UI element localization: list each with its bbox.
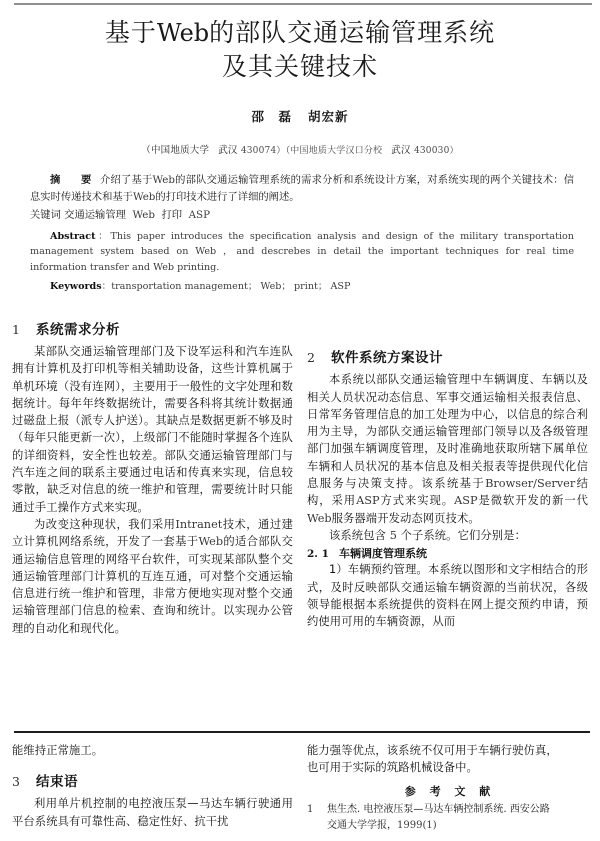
section-title-3: 结束语	[36, 774, 78, 791]
reference-year-issue: 1999(1)	[397, 819, 437, 831]
column-right	[307, 318, 588, 630]
title-line-2: 及其关键技术	[221, 52, 378, 81]
abstract-label-en: Abstract	[50, 230, 96, 242]
sec2-p2-subsystem-count: 5	[389, 528, 397, 542]
sec1-p2-latin-web: Web	[198, 535, 224, 549]
sec2-p1-part-a: 本系统以部队交通运输管理中车辆调度、车辆以及相关人员状况动态信息、军事交通运输相关报表信息、日常军务管理信息的加工处理为中心，以信息的综合利用为主导，为部队交通运输管理部门领导以及各级管理部门加强车辆调度管理，及时准确地获取所辖下属单位车辆和人员状况的基本信息及相关报表等提供现代化信息服务与决策支持。该系统基于	[307, 373, 588, 491]
keywords-en-text: ：transportation management； Web； print； ASP	[101, 281, 351, 292]
section-heading-2	[307, 346, 588, 366]
sec2-p1-part-e: 服务器端开发动态网页技术。	[331, 511, 480, 525]
section-3-paragraph: 利用单片机控制的电控液压泵—马达车辆行驶通用平台系统具有可靠性高、稳定性好、抗干扰	[12, 797, 293, 828]
keywords-chinese	[30, 207, 574, 224]
subsection-2-1-paragraph: 1）车辆预约管理。本系统以图形和文字相结合的形式，及时反映部队交通运输车辆资源的当前状况，各级领导能根据本系统提供的资料在网上提交预约申请，预约使用可用的车辆资源，从而	[307, 563, 588, 629]
top-divider-rule	[14, 3, 592, 5]
sec2-p2-part-b: 个子系统。它们分别是：	[400, 528, 526, 542]
section-1-paragraph-2	[12, 516, 293, 637]
affiliation-line	[0, 142, 600, 156]
section-number-1: 1	[12, 322, 21, 337]
reference-number: 1	[307, 803, 314, 815]
footer-column-right	[307, 742, 588, 834]
section-heading-3	[12, 770, 293, 790]
section-divider-rule	[14, 731, 590, 733]
reference-text-line-1: 焦生杰. 电控液压泵—马达车辆控制系统. 西安公路	[327, 803, 550, 815]
sec1-p2-part-a: 为改变这种现状，我们采用	[34, 517, 176, 531]
section-2-paragraph-2	[307, 527, 588, 544]
reference-text	[327, 802, 588, 834]
subsection-heading-2-1	[307, 545, 588, 561]
section-title-2: 软件系统方案设计	[331, 350, 443, 367]
keywords-english	[30, 279, 574, 295]
sec2-p1-part-c: 方式来实现。	[379, 494, 455, 508]
references-heading: 参 考 文 献	[404, 784, 496, 798]
title-prefix: 基于	[104, 18, 157, 47]
footer-right-tail-line-1: 能力强等优点，该系统不仅可用于车辆行驶仿真，	[307, 744, 558, 757]
abstract-block	[30, 172, 574, 295]
body-columns	[12, 318, 588, 730]
abstract-chinese	[30, 172, 574, 205]
keywords-label-zh: 关键词	[30, 209, 61, 221]
section-1-paragraph-1: 某部队交通运输管理部门及下设军运科和汽车连队拥有计算机及打印机等相关辅助设备，这些计算机属于单机环境（没有连网），主要用于一般性的文字处理和数据统计。每年年终数据统计，需要各科将其统计数据通过磁盘上报（派专人护送）。其缺点是数据更新不够及时（每年只能更新一次），上级部门不能随时掌握各个连队的详细资料，安全性也较差。部队交通运输管理部门与汽车连之间的联系主要通过电话和传真来实现，信息较零散，缺乏对信息的统一维护和管理，需要统计时只能通过手工操作方式来实现。	[12, 345, 293, 514]
affiliation-postcode-1: 430074）（中国地质大学汉口分校	[240, 146, 383, 156]
affiliation-postcode-2: 430030）	[413, 146, 459, 156]
keyword-zh-print: 打印	[161, 209, 183, 221]
sec1-p2-part-b: 技术，通过建立计算机网络系统，开发了一套基于	[12, 517, 294, 549]
keyword-zh-asp: ASP	[188, 209, 211, 221]
affiliation-city-2: 武汉	[391, 145, 411, 156]
abstract-english	[30, 229, 574, 276]
section-2-paragraph-1	[307, 371, 588, 527]
keyword-zh-1: 交通运输管理	[64, 209, 126, 221]
abstract-zh-latin-2: Web	[132, 190, 156, 203]
title-suffix: 的部队交通运输管理系统	[209, 18, 496, 47]
subsection-number-2-1: 2. 1	[307, 548, 329, 561]
sec2-p1-part-b: 结构，采用	[307, 477, 588, 508]
footer-columns	[12, 742, 588, 841]
sec1-p2-latin-intranet: Intranet	[175, 517, 223, 531]
column-left	[12, 318, 293, 637]
abstract-en-text: This paper introduces the specification analysis and design of the military transportation management system based on Web ，and descrebes in detail the important techniques for real time information transfer and Web printing.	[30, 230, 574, 273]
footer-right-tail-line-2: 也可用于实际的筑路机械设备中。	[307, 761, 478, 775]
sec2-p1-latin-web: Web	[307, 511, 332, 525]
abstract-zh-part-1: 介绍了基于	[100, 174, 153, 186]
author-name-1: 邵 磊	[251, 109, 292, 124]
abstract-label-zh: 摘 要	[50, 174, 97, 186]
reference-item	[307, 802, 588, 834]
keywords-label-en: Keywords	[50, 281, 102, 292]
page-title	[0, 16, 600, 83]
section-number-3: 3	[12, 774, 21, 790]
sec1-p2-part-c: 的适合部队交通运输信息管理的网络平台软件，可实现某部队整个交通运输管理部门计算机的互连互通，可对整个交通运输信息进行统一维护和管理，非常方便地实现对整个交通运输管理部门信息的检索、查询和统计。以实现办公管理的自动化和现代化。	[12, 535, 293, 635]
subsection-title-2-1: 车辆调度管理系统	[339, 547, 427, 561]
footer-left-tail-text: 能维持正常施工。	[12, 744, 104, 757]
sec2-p2-part-a: 该系统包含	[329, 528, 386, 542]
affiliation-org-1: （中国地质大学	[141, 145, 210, 156]
abstract-en-colon: ：	[95, 230, 111, 242]
section-heading-1	[12, 318, 293, 338]
section-1-continuation	[307, 318, 588, 335]
abstract-zh-part-2: 的部队交通运输管理系统的需求分析和系统设计方案，对系统实现的两个关键技术：信息实时传递技术和基于	[30, 174, 575, 203]
reference-text-line-2: 交通大学学报，	[327, 819, 397, 831]
sec2-p1-latin-asp-1: ASP	[356, 494, 380, 508]
abstract-zh-part-3: 的打印技术进行了详细的阐述。	[155, 190, 300, 203]
section-number-2: 2	[307, 350, 316, 366]
sec2-p1-latin-browser-server: Browser/Server	[485, 477, 576, 491]
title-latin-web: Web	[156, 19, 210, 47]
keyword-zh-web: Web	[132, 209, 155, 221]
sec2-p1-latin-asp-2: ASP	[454, 494, 478, 508]
author-name-2: 胡宏新	[308, 109, 349, 124]
author-line	[0, 107, 600, 125]
abstract-zh-latin-1: Web	[152, 174, 175, 186]
affiliation-city-1: 武汉	[218, 145, 238, 156]
sec2-p1-part-d: 是微软开发的新一代	[477, 494, 588, 508]
footer-column-left	[12, 742, 293, 830]
article-header	[0, 16, 600, 156]
section-title-1: 系统需求分析	[36, 322, 120, 338]
